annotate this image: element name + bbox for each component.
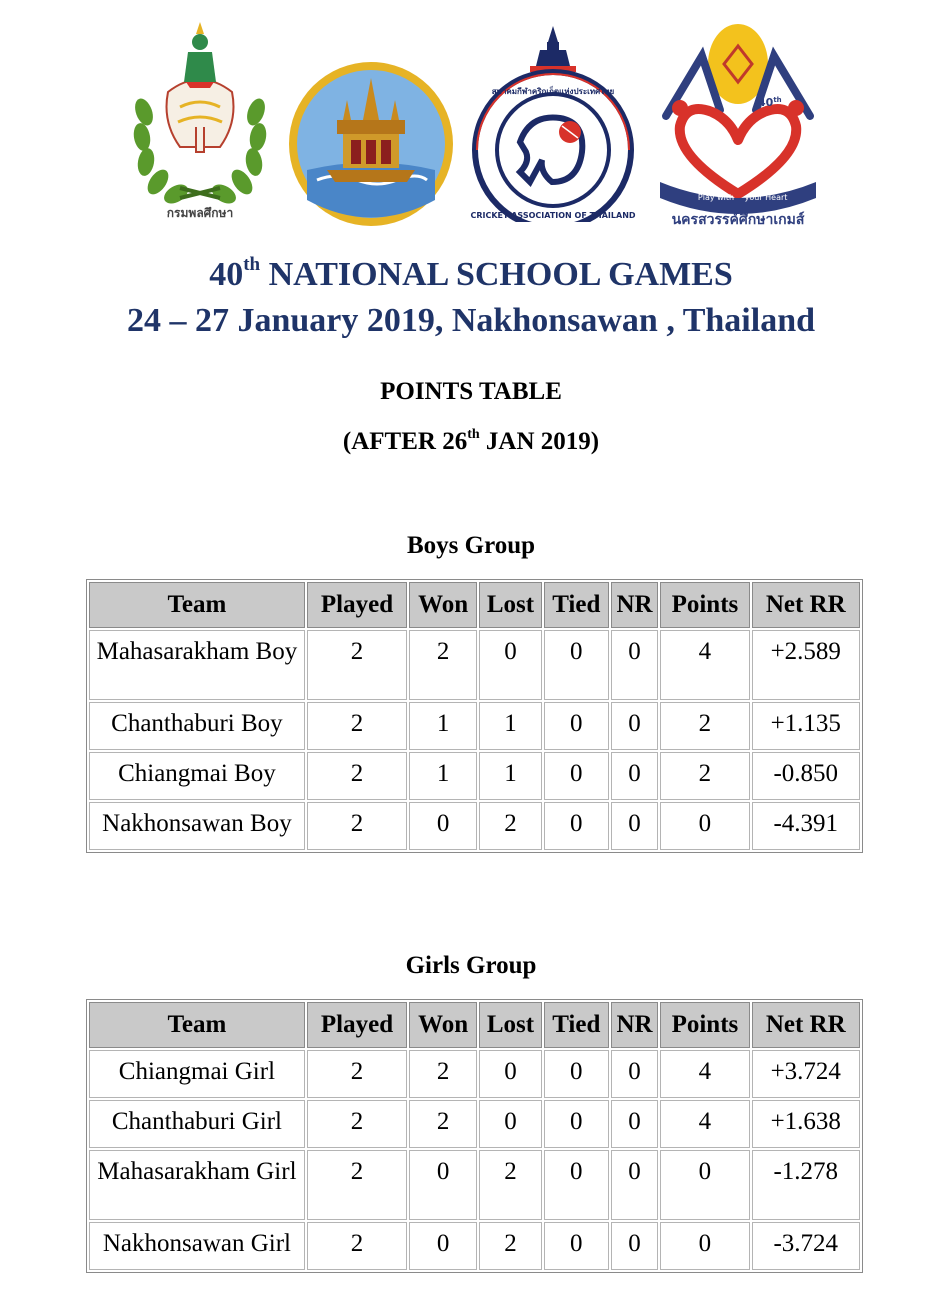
played-cell: 2 bbox=[307, 1150, 407, 1220]
column-header-played: Played bbox=[307, 1002, 407, 1048]
won-cell: 0 bbox=[409, 1150, 477, 1220]
column-header-points: Points bbox=[660, 1002, 749, 1048]
department-logo-caption: กรมพลศึกษา bbox=[166, 206, 234, 220]
played-cell: 2 bbox=[307, 802, 407, 850]
net-rr-cell: -4.391 bbox=[752, 802, 860, 850]
table-row bbox=[89, 752, 860, 800]
won-cell: 0 bbox=[409, 1222, 477, 1270]
column-header-played: Played bbox=[307, 582, 407, 628]
team-cell: Mahasarakham Boy bbox=[89, 630, 305, 700]
table-row bbox=[89, 1222, 860, 1270]
tied-cell: 0 bbox=[544, 630, 609, 700]
won-cell: 0 bbox=[409, 802, 477, 850]
team-cell: Nakhonsawan Boy bbox=[89, 802, 305, 850]
tied-cell: 0 bbox=[544, 1150, 609, 1220]
team-cell: Chiangmai Boy bbox=[89, 752, 305, 800]
team-cell: Chiangmai Girl bbox=[89, 1050, 305, 1098]
team-cell: Chanthaburi Boy bbox=[89, 702, 305, 750]
column-header-points: Points bbox=[660, 582, 749, 628]
table-row bbox=[89, 1150, 860, 1220]
tied-cell: 0 bbox=[544, 1050, 609, 1098]
nr-cell: 0 bbox=[611, 1150, 659, 1220]
column-header-nr: NR bbox=[611, 1002, 659, 1048]
points-cell: 0 bbox=[660, 802, 749, 850]
games-slogan-right: your Heart bbox=[744, 193, 788, 202]
lost-cell: 0 bbox=[479, 1050, 542, 1098]
lost-cell: 2 bbox=[479, 1222, 542, 1270]
lost-cell: 0 bbox=[479, 630, 542, 700]
points-cell: 4 bbox=[660, 1050, 749, 1098]
column-header-net-rr: Net RR bbox=[752, 582, 860, 628]
tied-cell: 0 bbox=[544, 1222, 609, 1270]
won-cell: 2 bbox=[409, 1100, 477, 1148]
tied-cell: 0 bbox=[544, 752, 609, 800]
points-cell: 4 bbox=[660, 1100, 749, 1148]
nakhonsawan-seal-logo bbox=[287, 60, 455, 228]
points-cell: 0 bbox=[660, 1222, 749, 1270]
table-header-row bbox=[89, 582, 860, 628]
boys-group-label: Boys Group bbox=[406, 532, 536, 559]
points-cell: 0 bbox=[660, 1150, 749, 1220]
nr-cell: 0 bbox=[611, 1100, 659, 1148]
points-table-title: POINTS TABLE bbox=[380, 378, 562, 405]
won-cell: 2 bbox=[409, 1050, 477, 1098]
played-cell: 2 bbox=[307, 1050, 407, 1098]
event-subtitle: 24 – 27 January 2019, Nakhonsawan , Thailand bbox=[126, 302, 816, 339]
column-header-won: Won bbox=[409, 1002, 477, 1048]
tied-cell: 0 bbox=[544, 1100, 609, 1148]
girls-group-label: Girls Group bbox=[405, 952, 537, 979]
net-rr-cell: -3.724 bbox=[752, 1222, 860, 1270]
lost-cell: 0 bbox=[479, 1100, 542, 1148]
lost-cell: 1 bbox=[479, 702, 542, 750]
column-header-team: Team bbox=[89, 1002, 305, 1048]
table-row bbox=[89, 1100, 860, 1148]
table-row bbox=[89, 702, 860, 750]
net-rr-cell: +1.638 bbox=[752, 1100, 860, 1148]
logo-row bbox=[0, 8, 942, 228]
net-rr-cell: -1.278 bbox=[752, 1150, 860, 1220]
cricket-ring-english-text: CRICKET ASSOCIATION OF THAILAND bbox=[470, 211, 636, 220]
column-header-won: Won bbox=[409, 582, 477, 628]
team-cell: Nakhonsawan Girl bbox=[89, 1222, 305, 1270]
nr-cell: 0 bbox=[611, 802, 659, 850]
games-logo-caption: นครสวรรค์ศึกษาเกมส์ bbox=[671, 212, 805, 228]
played-cell: 2 bbox=[307, 702, 407, 750]
school-games-logo bbox=[646, 16, 830, 228]
won-cell: 1 bbox=[409, 702, 477, 750]
column-header-net-rr: Net RR bbox=[752, 1002, 860, 1048]
nr-cell: 0 bbox=[611, 752, 659, 800]
nr-cell: 0 bbox=[611, 1050, 659, 1098]
column-header-tied: Tied bbox=[544, 1002, 609, 1048]
played-cell: 2 bbox=[307, 1100, 407, 1148]
points-cell: 2 bbox=[660, 752, 749, 800]
girls-points-table bbox=[86, 999, 863, 1273]
lost-cell: 2 bbox=[479, 802, 542, 850]
tied-cell: 0 bbox=[544, 802, 609, 850]
tied-cell: 0 bbox=[544, 702, 609, 750]
team-cell: Mahasarakham Girl bbox=[89, 1150, 305, 1220]
lost-cell: 1 bbox=[479, 752, 542, 800]
column-header-tied: Tied bbox=[544, 582, 609, 628]
nr-cell: 0 bbox=[611, 1222, 659, 1270]
points-cell: 4 bbox=[660, 630, 749, 700]
nr-cell: 0 bbox=[611, 630, 659, 700]
games-slogan-left: Play with bbox=[697, 193, 735, 202]
points-table-date: (AFTER 26th JAN 2019) bbox=[342, 427, 600, 455]
played-cell: 2 bbox=[307, 752, 407, 800]
table-header-row bbox=[89, 1002, 860, 1048]
net-rr-cell: +2.589 bbox=[752, 630, 860, 700]
net-rr-cell: +1.135 bbox=[752, 702, 860, 750]
nr-cell: 0 bbox=[611, 702, 659, 750]
points-cell: 2 bbox=[660, 702, 749, 750]
column-header-lost: Lost bbox=[479, 1002, 542, 1048]
table-row bbox=[89, 630, 860, 700]
table-row bbox=[89, 802, 860, 850]
won-cell: 2 bbox=[409, 630, 477, 700]
team-cell: Chanthaburi Girl bbox=[89, 1100, 305, 1148]
played-cell: 2 bbox=[307, 630, 407, 700]
table-row bbox=[89, 1050, 860, 1098]
played-cell: 2 bbox=[307, 1222, 407, 1270]
cricket-ring-thai-text: สมาคมกีฬาคริกเก็ตแห่งประเทศไทย bbox=[491, 87, 615, 96]
net-rr-cell: -0.850 bbox=[752, 752, 860, 800]
column-header-nr: NR bbox=[611, 582, 659, 628]
department-physical-education-logo bbox=[130, 12, 270, 222]
net-rr-cell: +3.724 bbox=[752, 1050, 860, 1098]
games-number-text: 40th bbox=[758, 96, 782, 109]
column-header-lost: Lost bbox=[479, 582, 542, 628]
column-header-team: Team bbox=[89, 582, 305, 628]
cricket-association-logo bbox=[470, 22, 636, 222]
event-title: 40th NATIONAL SCHOOL GAMES bbox=[209, 254, 733, 293]
boys-points-table bbox=[86, 579, 863, 853]
lost-cell: 2 bbox=[479, 1150, 542, 1220]
won-cell: 1 bbox=[409, 752, 477, 800]
